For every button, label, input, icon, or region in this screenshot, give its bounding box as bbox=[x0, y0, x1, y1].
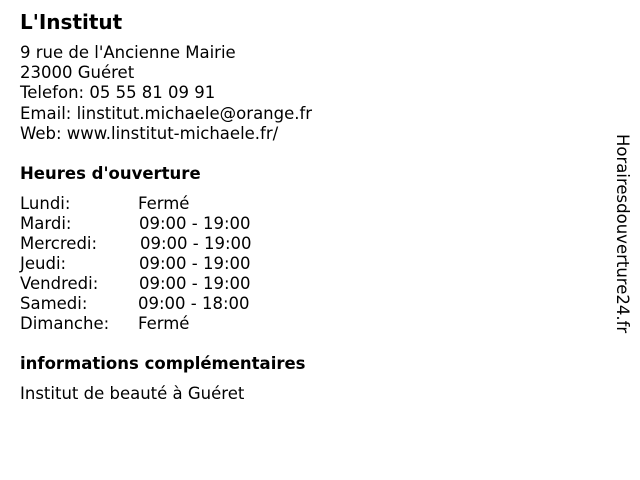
hours-value: 09:00 - 19:00 bbox=[140, 234, 252, 253]
hours-value: 09:00 - 19:00 bbox=[139, 214, 251, 233]
hours-value: Fermé bbox=[138, 194, 190, 213]
day-label: Vendredi: bbox=[20, 274, 99, 293]
street-address: 9 rue de l'Ancienne Mairie bbox=[20, 43, 236, 62]
hours-value: 09:00 - 18:00 bbox=[138, 294, 250, 313]
day-label: Lundi: bbox=[20, 194, 71, 213]
hours-value: Fermé bbox=[138, 314, 190, 333]
day-label: Mardi: bbox=[20, 214, 72, 233]
business-name: L'Institut bbox=[20, 10, 123, 34]
contact-block bbox=[20, 43, 312, 144]
additional-info-heading: informations complémentaires bbox=[20, 354, 306, 373]
additional-info-text: Institut de beauté à Guéret bbox=[20, 384, 245, 403]
day-label: Jeudi: bbox=[20, 254, 67, 273]
day-label: Dimanche: bbox=[20, 314, 110, 333]
hours-value: 09:00 - 19:00 bbox=[139, 254, 251, 273]
hours-value: 09:00 - 19:00 bbox=[139, 274, 251, 293]
site-brand-vertical: Horairesdouverture24.fr bbox=[613, 134, 632, 334]
day-label: Mercredi: bbox=[20, 234, 98, 253]
day-label: Samedi: bbox=[20, 294, 88, 313]
opening-hours-heading: Heures d'ouverture bbox=[20, 164, 201, 183]
email-address: Email: linstitut.michaele@orange.fr bbox=[20, 103, 313, 123]
city-postcode: 23000 Guéret bbox=[20, 63, 135, 83]
phone-number: Telefon: 05 55 81 09 91 bbox=[20, 83, 216, 103]
website-url: Web: www.linstitut-michaele.fr/ bbox=[20, 123, 279, 143]
